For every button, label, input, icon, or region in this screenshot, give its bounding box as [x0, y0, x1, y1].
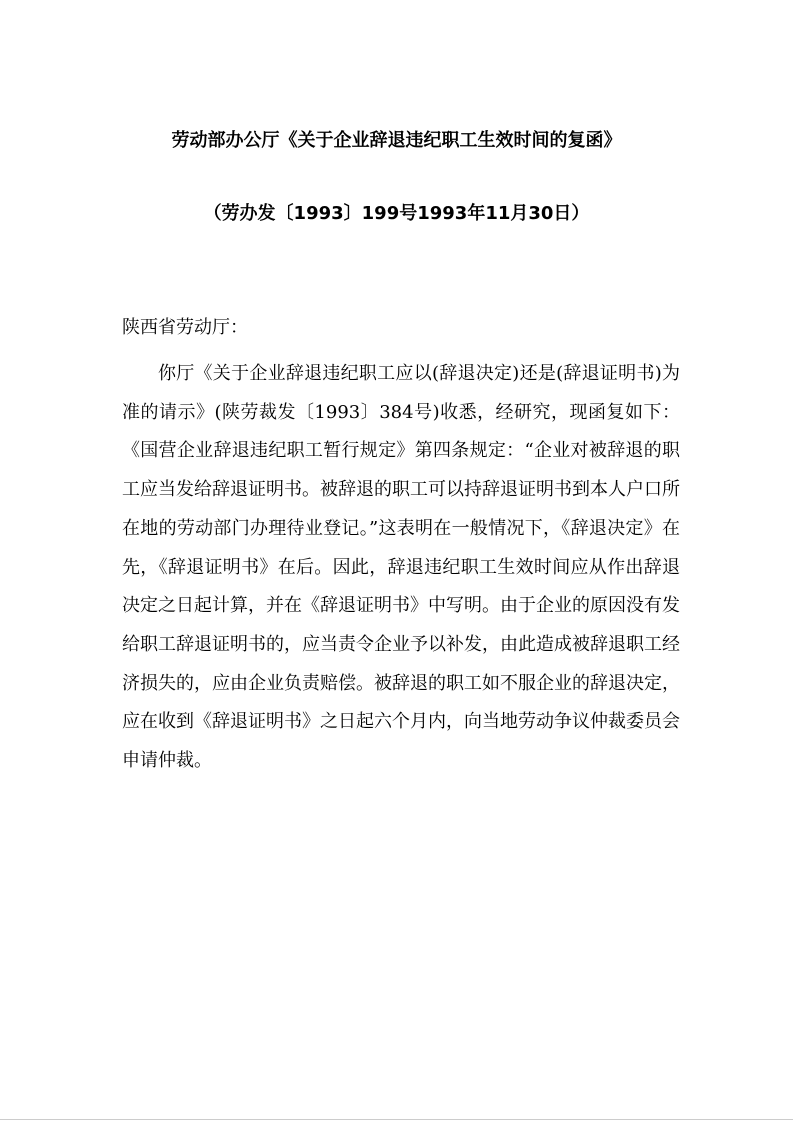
salutation: 陕西省劳动厅：: [122, 317, 248, 338]
document-title: 劳动部办公厅《关于企业辞退违纪职工生效时间的复函》: [171, 130, 622, 151]
page-bottom-divider: [0, 1119, 793, 1120]
body-paragraph: 你厅《关于企业辞退违纪职工应以(辞退决定)还是(辞退证明书)为准的请示》(陕劳裁发〔1993〕384号)收悉，经研究，现函复如下：《国营企业辞退违纪职工暂行规定》第四条规定：“企业对被辞退的职工应当发给辞退证明书。被辞退的职工可以持辞退证明书到本人户口所在地的劳动部门办理待业登记。”这表明在一般情况下，《辞退决定》在先，《辞退证明书》在后。因此，辞退违纪职工生效时间应从作出辞退决定之日起计算，并在《辞退证明书》中写明。由于企业的原因没有发给职工辞退证明书的，应当责令企业予以补发，由此造成被辞退职工经济损失的，应由企业负责赔偿。被辞退的职工如不服企业的辞退决定，应在收到《辞退证明书》之日起六个月内，向当地劳动争议仲裁委员会申请仲裁。: [122, 363, 680, 772]
document-subtitle: （劳办发〔1993〕199号1993年11月30日）: [203, 203, 590, 224]
